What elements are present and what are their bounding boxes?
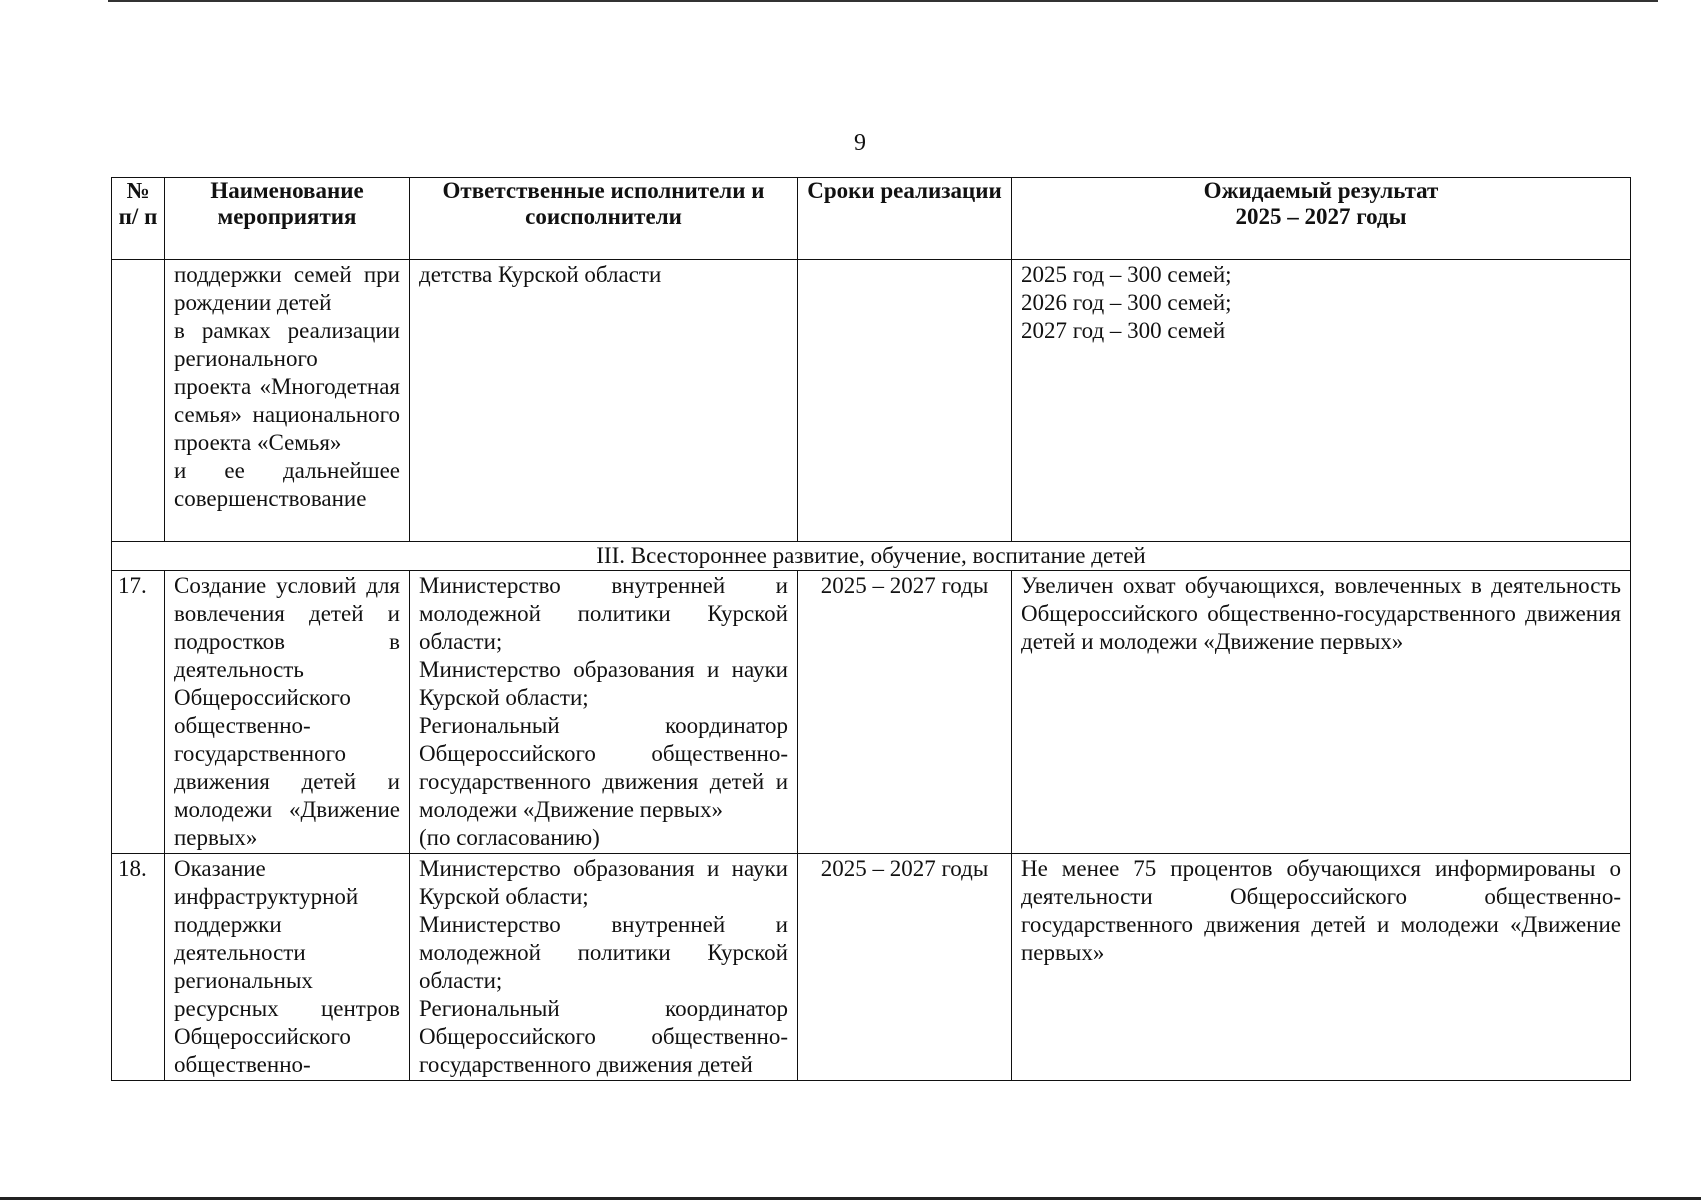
row-terms (798, 260, 1012, 542)
header-name: Наименование мероприятия (165, 178, 410, 260)
row-executors: детства Курской области (410, 260, 798, 542)
table-row (112, 571, 1631, 854)
page-number: 9 (854, 130, 866, 156)
scan-top-edge (108, 0, 1658, 2)
section-row (112, 542, 1631, 571)
header-result: Ожидаемый результат 2025 – 2027 годы (1012, 178, 1631, 260)
row-executors: Министерство внутренней и молодежной политики Курской области; Министерство образования и науки Курской области; Региональный координатор Общероссийского общественно-государственного движения детей и молодежи «Движение первых» (по согласованию) (410, 571, 798, 854)
row-name: Создание условий для вовлечения детей и подростков в деятельность Общероссийского общественно-государственного движения детей и молодежи «Движение первых» (165, 571, 410, 854)
section-title: III. Всестороннее развитие, обучение, воспитание детей (112, 542, 1631, 571)
row-result: 2025 год – 300 семей; 2026 год – 300 семей; 2027 год – 300 семей (1012, 260, 1631, 542)
row-terms: 2025 – 2027 годы (798, 854, 1012, 1081)
row-name: поддержки семей при рождении детей в рамках реализации регионального проекта «Многодетная семья» национального проекта «Семья» и ее дальнейшее совершенствование (165, 260, 410, 542)
table-row (112, 854, 1631, 1081)
action-plan-table (111, 177, 1631, 1081)
row-executors: Министерство образования и науки Курской области; Министерство внутренней и молодежной политики Курской области; Региональный координатор Общероссийского общественно-государственного движения детей (410, 854, 798, 1081)
header-row (112, 178, 1631, 260)
row-result: Не менее 75 процентов обучающихся информированы о деятельности Общероссийского общественно-государственного движения детей и молодежи «Движение первых» (1012, 854, 1631, 1081)
header-terms: Сроки реализации (798, 178, 1012, 260)
table-row (112, 260, 1631, 542)
row-num: 18. (112, 854, 165, 1081)
row-name: Оказание инфраструктурной поддержки деятельности региональных ресурсных центров Общероссийского общественно- (165, 854, 410, 1081)
row-result: Увеличен охват обучающихся, вовлеченных в деятельность Общероссийского общественно-государственного движения детей и молодежи «Движение первых» (1012, 571, 1631, 854)
row-num: 17. (112, 571, 165, 854)
header-executors: Ответственные исполнители и соисполнители (410, 178, 798, 260)
row-num (112, 260, 165, 542)
row-terms: 2025 – 2027 годы (798, 571, 1012, 854)
header-num: № п/ п (112, 178, 165, 260)
